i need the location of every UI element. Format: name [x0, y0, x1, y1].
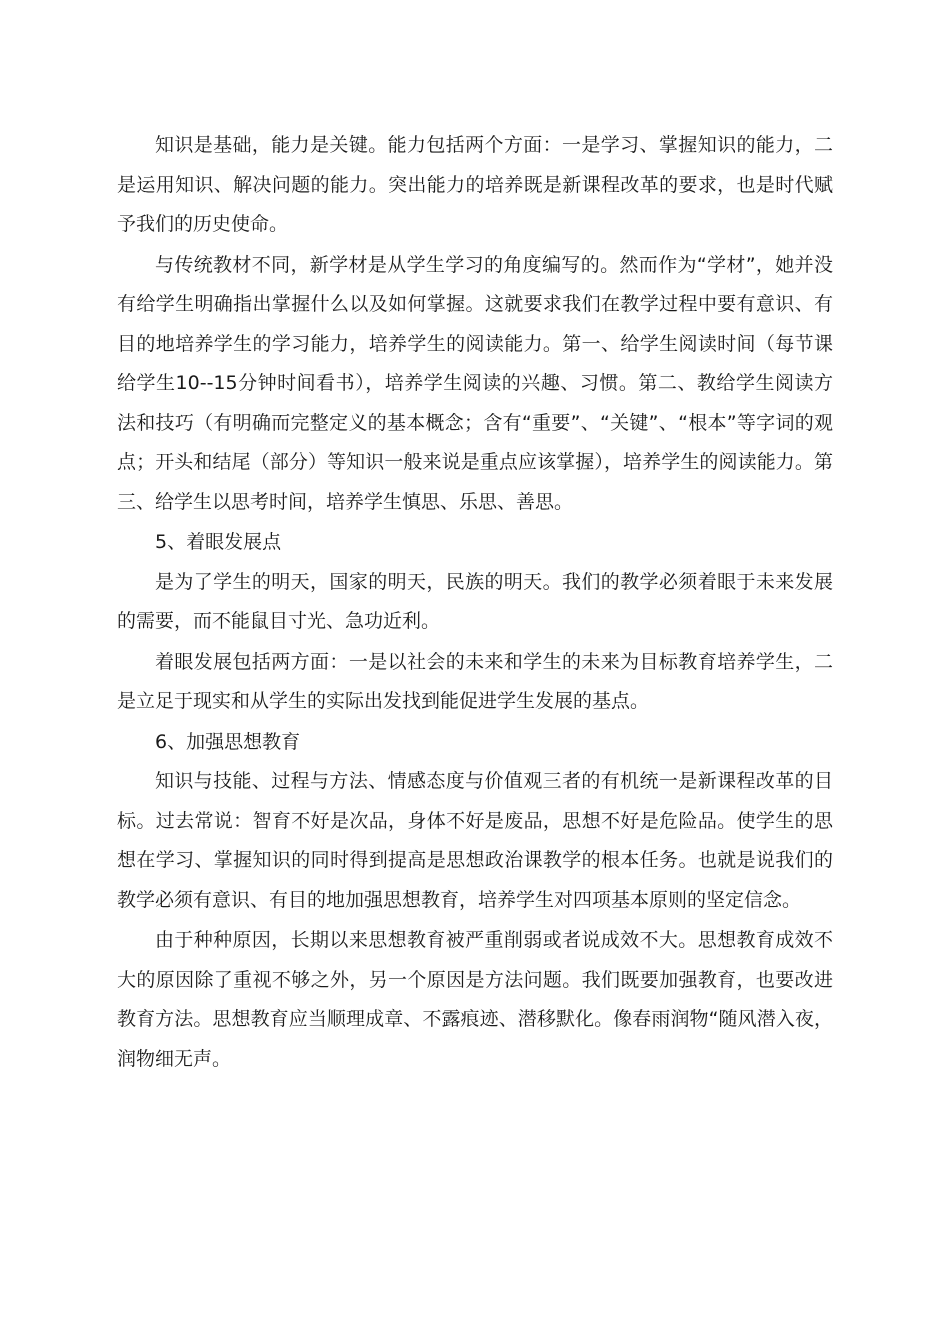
- section-heading-ideology: 6、加强思想教育: [155, 730, 301, 753]
- paragraph-ability: 知识是基础，能力是关键。能力包括两个方面：一是学习、掌握知识的能力，二是运用知识、解决问题的能力。突出能力的培养既是新课程改革的要求，也是时代赋予我们的历史使命。: [117, 134, 833, 235]
- paragraph-development-aspects: 着眼发展包括两方面：一是以社会的未来和学生的未来为目标教育培养学生，二是立足于现实和从学生的实际出发找到能促进学生发展的基点。: [117, 650, 833, 712]
- paragraph-reading-ability: 与传统教材不同，新学材是从学生学习的角度编写的。然而作为“学材”，她并没有给学生明确指出掌握什么以及如何掌握。这就要求我们在教学过程中要有意识、有目的地培养学生的学习能力，培养学生的阅读能力。第一、给学生阅读时间（每节课给学生10--15分钟时间看书），培养学生阅读的兴趣、习惯。第二、教给学生阅读方法和技巧（有明确而完整定义的基本概念；含有“重要”、“关键”、“根本”等字词的观点；开头和结尾（部分）等知识一般来说是重点应该掌握），培养学生的阅读能力。第三、给学生以思考时间，培养学生慎思、乐思、善思。: [117, 253, 833, 513]
- document-body: [117, 126, 833, 1080]
- paragraph-curriculum-goal: 知识与技能、过程与方法、情感态度与价值观三者的有机统一是新课程改革的目标。过去常说：智育不好是次品，身体不好是废品，思想不好是危险品。使学生的思想在学习、掌握知识的同时得到提高是思想政治课教学的根本任务。也就是说我们的教学必须有意识、有目的地加强思想教育，培养学生对四项基本原则的坚定信念。: [117, 770, 833, 911]
- section-heading-development: 5、着眼发展点: [155, 531, 282, 553]
- paragraph-education-method: 由于种种原因，长期以来思想教育被严重削弱或者说成效不大。思想教育成效不大的原因除了重视不够之外，另一个原因是方法问题。我们既要加强教育，也要改进教育方法。思想教育应当顺理成章、不露痕迹、潜移默化。像春雨润物“随风潜入夜，润物细无声。: [117, 929, 833, 1070]
- paragraph-future: 是为了学生的明天，国家的明天，民族的明天。我们的教学必须着眼于未来发展的需要，而不能鼠目寸光、急功近利。: [117, 570, 833, 632]
